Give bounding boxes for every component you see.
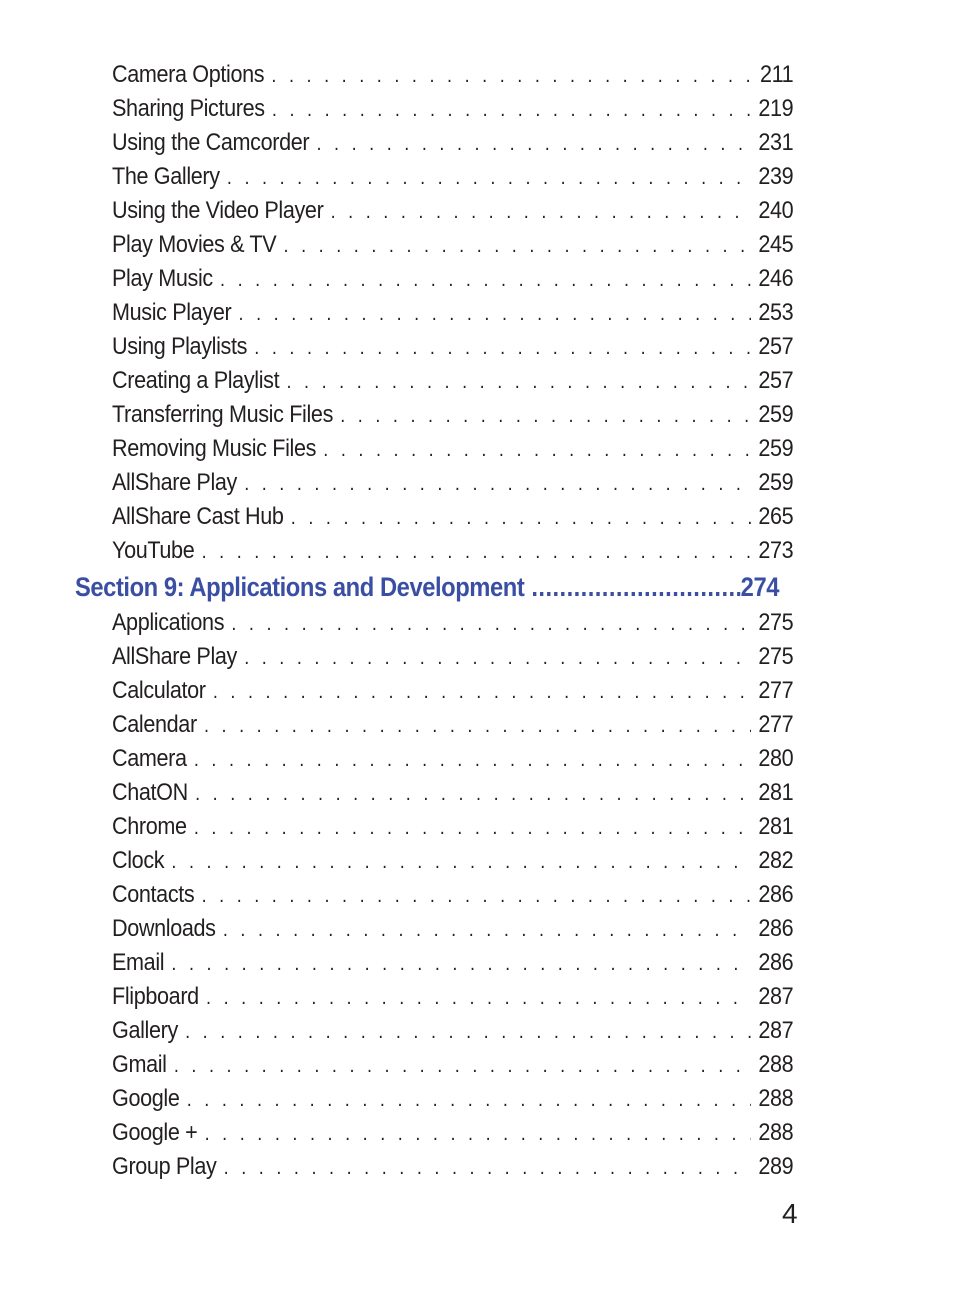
dot-leader bbox=[223, 919, 751, 942]
dot-leader bbox=[284, 235, 752, 258]
dot-leader bbox=[171, 851, 751, 874]
toc-entry-page[interactable]: 277 bbox=[758, 677, 794, 704]
toc-entry-page[interactable]: 277 bbox=[758, 711, 794, 738]
toc-entry-page[interactable]: 280 bbox=[758, 745, 794, 772]
toc-entry-title[interactable]: Google bbox=[112, 1085, 180, 1112]
toc-entry-page[interactable]: 219 bbox=[758, 95, 794, 122]
toc-entry[interactable] bbox=[0, 912, 954, 946]
dot-leader bbox=[331, 201, 752, 224]
toc-entry-title[interactable]: Group Play bbox=[112, 1153, 217, 1180]
toc-entry-title[interactable]: Sharing Pictures bbox=[112, 95, 265, 122]
toc-entry[interactable] bbox=[0, 58, 954, 92]
toc-entry-page[interactable]: 273 bbox=[758, 537, 794, 564]
toc-entry-page[interactable]: 288 bbox=[758, 1051, 794, 1078]
toc-entry-line[interactable] bbox=[112, 503, 793, 531]
toc-entry-title[interactable]: The Gallery bbox=[112, 163, 220, 190]
toc-entry[interactable] bbox=[0, 878, 954, 912]
toc-entry[interactable] bbox=[0, 330, 954, 364]
dot-leader bbox=[171, 953, 751, 976]
toc-entry-title[interactable]: YouTube bbox=[112, 537, 195, 564]
dot-leader bbox=[220, 269, 751, 292]
toc-entry[interactable] bbox=[0, 1116, 954, 1150]
toc-entry[interactable] bbox=[0, 946, 954, 980]
dot-leader bbox=[271, 65, 752, 88]
dot-leader bbox=[291, 507, 751, 530]
toc-entry[interactable] bbox=[0, 466, 954, 500]
toc-entry-line[interactable] bbox=[112, 163, 793, 191]
toc-entry-page[interactable]: 265 bbox=[758, 503, 794, 530]
dot-leader bbox=[286, 371, 751, 394]
dot-leader bbox=[174, 1055, 751, 1078]
toc-entry-line[interactable] bbox=[112, 231, 793, 259]
dot-leader bbox=[202, 885, 752, 908]
dot-leader bbox=[194, 817, 751, 840]
dot-leader bbox=[202, 541, 752, 564]
toc-entry[interactable] bbox=[0, 844, 954, 878]
toc-entry-title[interactable]: AllShare Play bbox=[112, 643, 237, 670]
toc-entry-title[interactable]: AllShare Play bbox=[112, 469, 237, 496]
toc-entry[interactable] bbox=[0, 1082, 954, 1116]
toc-entry-title[interactable]: Email bbox=[112, 949, 165, 976]
toc-entry-page[interactable]: 286 bbox=[758, 949, 794, 976]
toc-entry-line[interactable] bbox=[112, 643, 793, 671]
toc-entry[interactable] bbox=[0, 674, 954, 708]
section-dot-leader bbox=[531, 572, 740, 603]
toc-entry[interactable] bbox=[0, 980, 954, 1014]
toc-entry-line[interactable] bbox=[112, 1119, 793, 1147]
toc-entry-page[interactable]: 286 bbox=[758, 881, 794, 908]
dot-leader bbox=[185, 1021, 751, 1044]
toc-entry-title[interactable]: Downloads bbox=[112, 915, 216, 942]
toc-entry-title[interactable]: Play Music bbox=[112, 265, 213, 292]
toc-entry[interactable] bbox=[0, 1150, 954, 1184]
toc-entry[interactable] bbox=[0, 776, 954, 810]
toc-entry-line[interactable] bbox=[112, 129, 793, 157]
toc-entry[interactable] bbox=[0, 262, 954, 296]
toc-entry-line[interactable] bbox=[112, 711, 793, 739]
toc-entry-title[interactable]: Calendar bbox=[112, 711, 197, 738]
dot-leader bbox=[340, 405, 751, 428]
toc-entry-title[interactable]: Contacts bbox=[112, 881, 195, 908]
toc-entry-page[interactable]: 288 bbox=[758, 1119, 794, 1146]
toc-entry-title[interactable]: Google + bbox=[112, 1119, 198, 1146]
dot-leader bbox=[227, 167, 751, 190]
toc-entry-line[interactable] bbox=[112, 95, 793, 123]
toc-entry-line[interactable] bbox=[112, 367, 793, 395]
toc-entry[interactable] bbox=[0, 500, 954, 534]
section-heading-row[interactable] bbox=[0, 568, 954, 606]
toc-entry-page[interactable]: 282 bbox=[758, 847, 794, 874]
toc-entry-title[interactable]: Using the Video Player bbox=[112, 197, 324, 224]
toc-entry-page[interactable]: 231 bbox=[758, 129, 794, 156]
toc-entry-line[interactable] bbox=[112, 813, 793, 841]
toc-entry-line[interactable] bbox=[112, 537, 793, 565]
toc-entry-line[interactable] bbox=[112, 265, 793, 293]
section-heading[interactable] bbox=[75, 572, 779, 603]
dot-leader bbox=[244, 473, 751, 496]
dot-leader bbox=[244, 647, 751, 670]
toc-entry-line[interactable] bbox=[112, 197, 793, 225]
dot-leader bbox=[204, 715, 751, 738]
dot-leader bbox=[205, 1123, 752, 1146]
toc-entry-title[interactable]: Clock bbox=[112, 847, 165, 874]
toc-entry-line[interactable] bbox=[112, 469, 793, 497]
toc-entry-page[interactable]: 287 bbox=[758, 1017, 794, 1044]
toc-entry-page[interactable]: 259 bbox=[758, 469, 794, 496]
toc-entry-page[interactable]: 211 bbox=[759, 61, 794, 88]
toc-entry-title[interactable]: Chrome bbox=[112, 813, 187, 840]
toc-entries-before bbox=[0, 58, 954, 568]
toc-entry-title[interactable]: Gmail bbox=[112, 1051, 167, 1078]
toc-entry-line[interactable] bbox=[112, 847, 793, 875]
toc-entry-page[interactable]: 259 bbox=[758, 401, 794, 428]
section-title[interactable]: Section 9: Applications and Development bbox=[75, 571, 525, 602]
dot-leader bbox=[194, 749, 751, 772]
toc-entry-line[interactable] bbox=[112, 333, 793, 361]
toc-entry-title[interactable]: Creating a Playlist bbox=[112, 367, 280, 394]
toc-entry-page[interactable]: 257 bbox=[758, 333, 794, 360]
dot-leader bbox=[239, 303, 752, 326]
toc-entry[interactable] bbox=[0, 92, 954, 126]
toc-entry-title[interactable]: Removing Music Files bbox=[112, 435, 317, 462]
dot-leader bbox=[323, 439, 751, 462]
toc-entry[interactable] bbox=[0, 364, 954, 398]
toc-entry[interactable] bbox=[0, 534, 954, 568]
section-page-number[interactable]: 274 bbox=[740, 571, 779, 602]
toc-entry-page[interactable]: 275 bbox=[758, 609, 794, 636]
toc-entry-page[interactable]: 289 bbox=[758, 1153, 794, 1180]
dot-leader bbox=[195, 783, 751, 806]
toc-entry[interactable] bbox=[0, 606, 954, 640]
toc-entry-line[interactable] bbox=[112, 949, 793, 977]
dot-leader bbox=[187, 1089, 751, 1112]
toc-entry-page[interactable]: 287 bbox=[758, 983, 794, 1010]
toc-entry-line[interactable] bbox=[112, 983, 793, 1011]
toc-entry[interactable] bbox=[0, 1048, 954, 1082]
toc-entry-title[interactable]: Using Playlists bbox=[112, 333, 248, 360]
toc-entry-line[interactable] bbox=[112, 1051, 793, 1079]
toc-entry-page[interactable]: 259 bbox=[758, 435, 794, 462]
toc-entry-page[interactable]: 240 bbox=[758, 197, 794, 224]
toc-entry-line[interactable] bbox=[112, 779, 793, 807]
toc-entry-line[interactable] bbox=[112, 677, 793, 705]
dot-leader bbox=[224, 1157, 751, 1180]
toc-entry-title[interactable]: Music Player bbox=[112, 299, 232, 326]
toc-entry[interactable] bbox=[0, 296, 954, 330]
toc-entry-line[interactable] bbox=[112, 881, 793, 909]
toc-entry-page[interactable]: 246 bbox=[758, 265, 794, 292]
dot-leader bbox=[231, 613, 751, 636]
toc-entry-title[interactable]: ChatON bbox=[112, 779, 188, 806]
toc-entry-title[interactable]: Gallery bbox=[112, 1017, 178, 1044]
toc-entry-title[interactable]: Camera bbox=[112, 745, 187, 772]
toc-entry-page[interactable]: 286 bbox=[758, 915, 794, 942]
toc-entry-title[interactable]: Transferring Music Files bbox=[112, 401, 334, 428]
toc-entry-page[interactable]: 281 bbox=[758, 813, 794, 840]
toc-entry-line[interactable] bbox=[112, 915, 793, 943]
toc-entry-page[interactable]: 288 bbox=[758, 1085, 794, 1112]
toc-entry-line[interactable] bbox=[112, 435, 793, 463]
toc-entry[interactable] bbox=[0, 432, 954, 466]
table-of-contents bbox=[0, 58, 954, 1184]
dot-leader bbox=[316, 133, 751, 156]
toc-entry-page[interactable]: 281 bbox=[758, 779, 794, 806]
toc-entry-page[interactable]: 253 bbox=[758, 299, 794, 326]
toc-entry-title[interactable]: Play Movies & TV bbox=[112, 231, 277, 258]
toc-entry[interactable] bbox=[0, 194, 954, 228]
toc-entry-page[interactable]: 275 bbox=[758, 643, 794, 670]
toc-entry-title[interactable]: Flipboard bbox=[112, 983, 199, 1010]
toc-entry-title[interactable]: Using the Camcorder bbox=[112, 129, 310, 156]
toc-entry-line[interactable] bbox=[112, 1085, 793, 1113]
toc-entry[interactable] bbox=[0, 160, 954, 194]
toc-entry-line[interactable] bbox=[112, 61, 793, 89]
toc-entry[interactable] bbox=[0, 742, 954, 776]
dot-leader bbox=[213, 681, 751, 704]
toc-entry[interactable] bbox=[0, 126, 954, 160]
page-number: 4 bbox=[782, 1198, 798, 1229]
toc-entry-line[interactable] bbox=[112, 1017, 793, 1045]
toc-entry-page[interactable]: 257 bbox=[758, 367, 794, 394]
toc-entry[interactable] bbox=[0, 640, 954, 674]
toc-entry-page[interactable]: 239 bbox=[758, 163, 794, 190]
toc-entries-after bbox=[0, 606, 954, 1184]
toc-entry-line[interactable] bbox=[112, 299, 793, 327]
toc-entry[interactable] bbox=[0, 228, 954, 262]
toc-entry[interactable] bbox=[0, 708, 954, 742]
dot-leader bbox=[206, 987, 751, 1010]
toc-entry-title[interactable]: Calculator bbox=[112, 677, 206, 704]
toc-entry-line[interactable] bbox=[112, 401, 793, 429]
toc-entry-page[interactable]: 245 bbox=[758, 231, 794, 258]
toc-entry-line[interactable] bbox=[112, 609, 793, 637]
dot-leader bbox=[272, 99, 751, 122]
toc-entry-title[interactable]: Applications bbox=[112, 609, 225, 636]
toc-entry-title[interactable]: AllShare Cast Hub bbox=[112, 503, 284, 530]
toc-entry[interactable] bbox=[0, 398, 954, 432]
dot-leader bbox=[254, 337, 751, 360]
toc-entry-line[interactable] bbox=[112, 745, 793, 773]
toc-entry[interactable] bbox=[0, 1014, 954, 1048]
toc-entry[interactable] bbox=[0, 810, 954, 844]
toc-entry-line[interactable] bbox=[112, 1153, 793, 1181]
toc-entry-title[interactable]: Camera Options bbox=[112, 61, 265, 88]
